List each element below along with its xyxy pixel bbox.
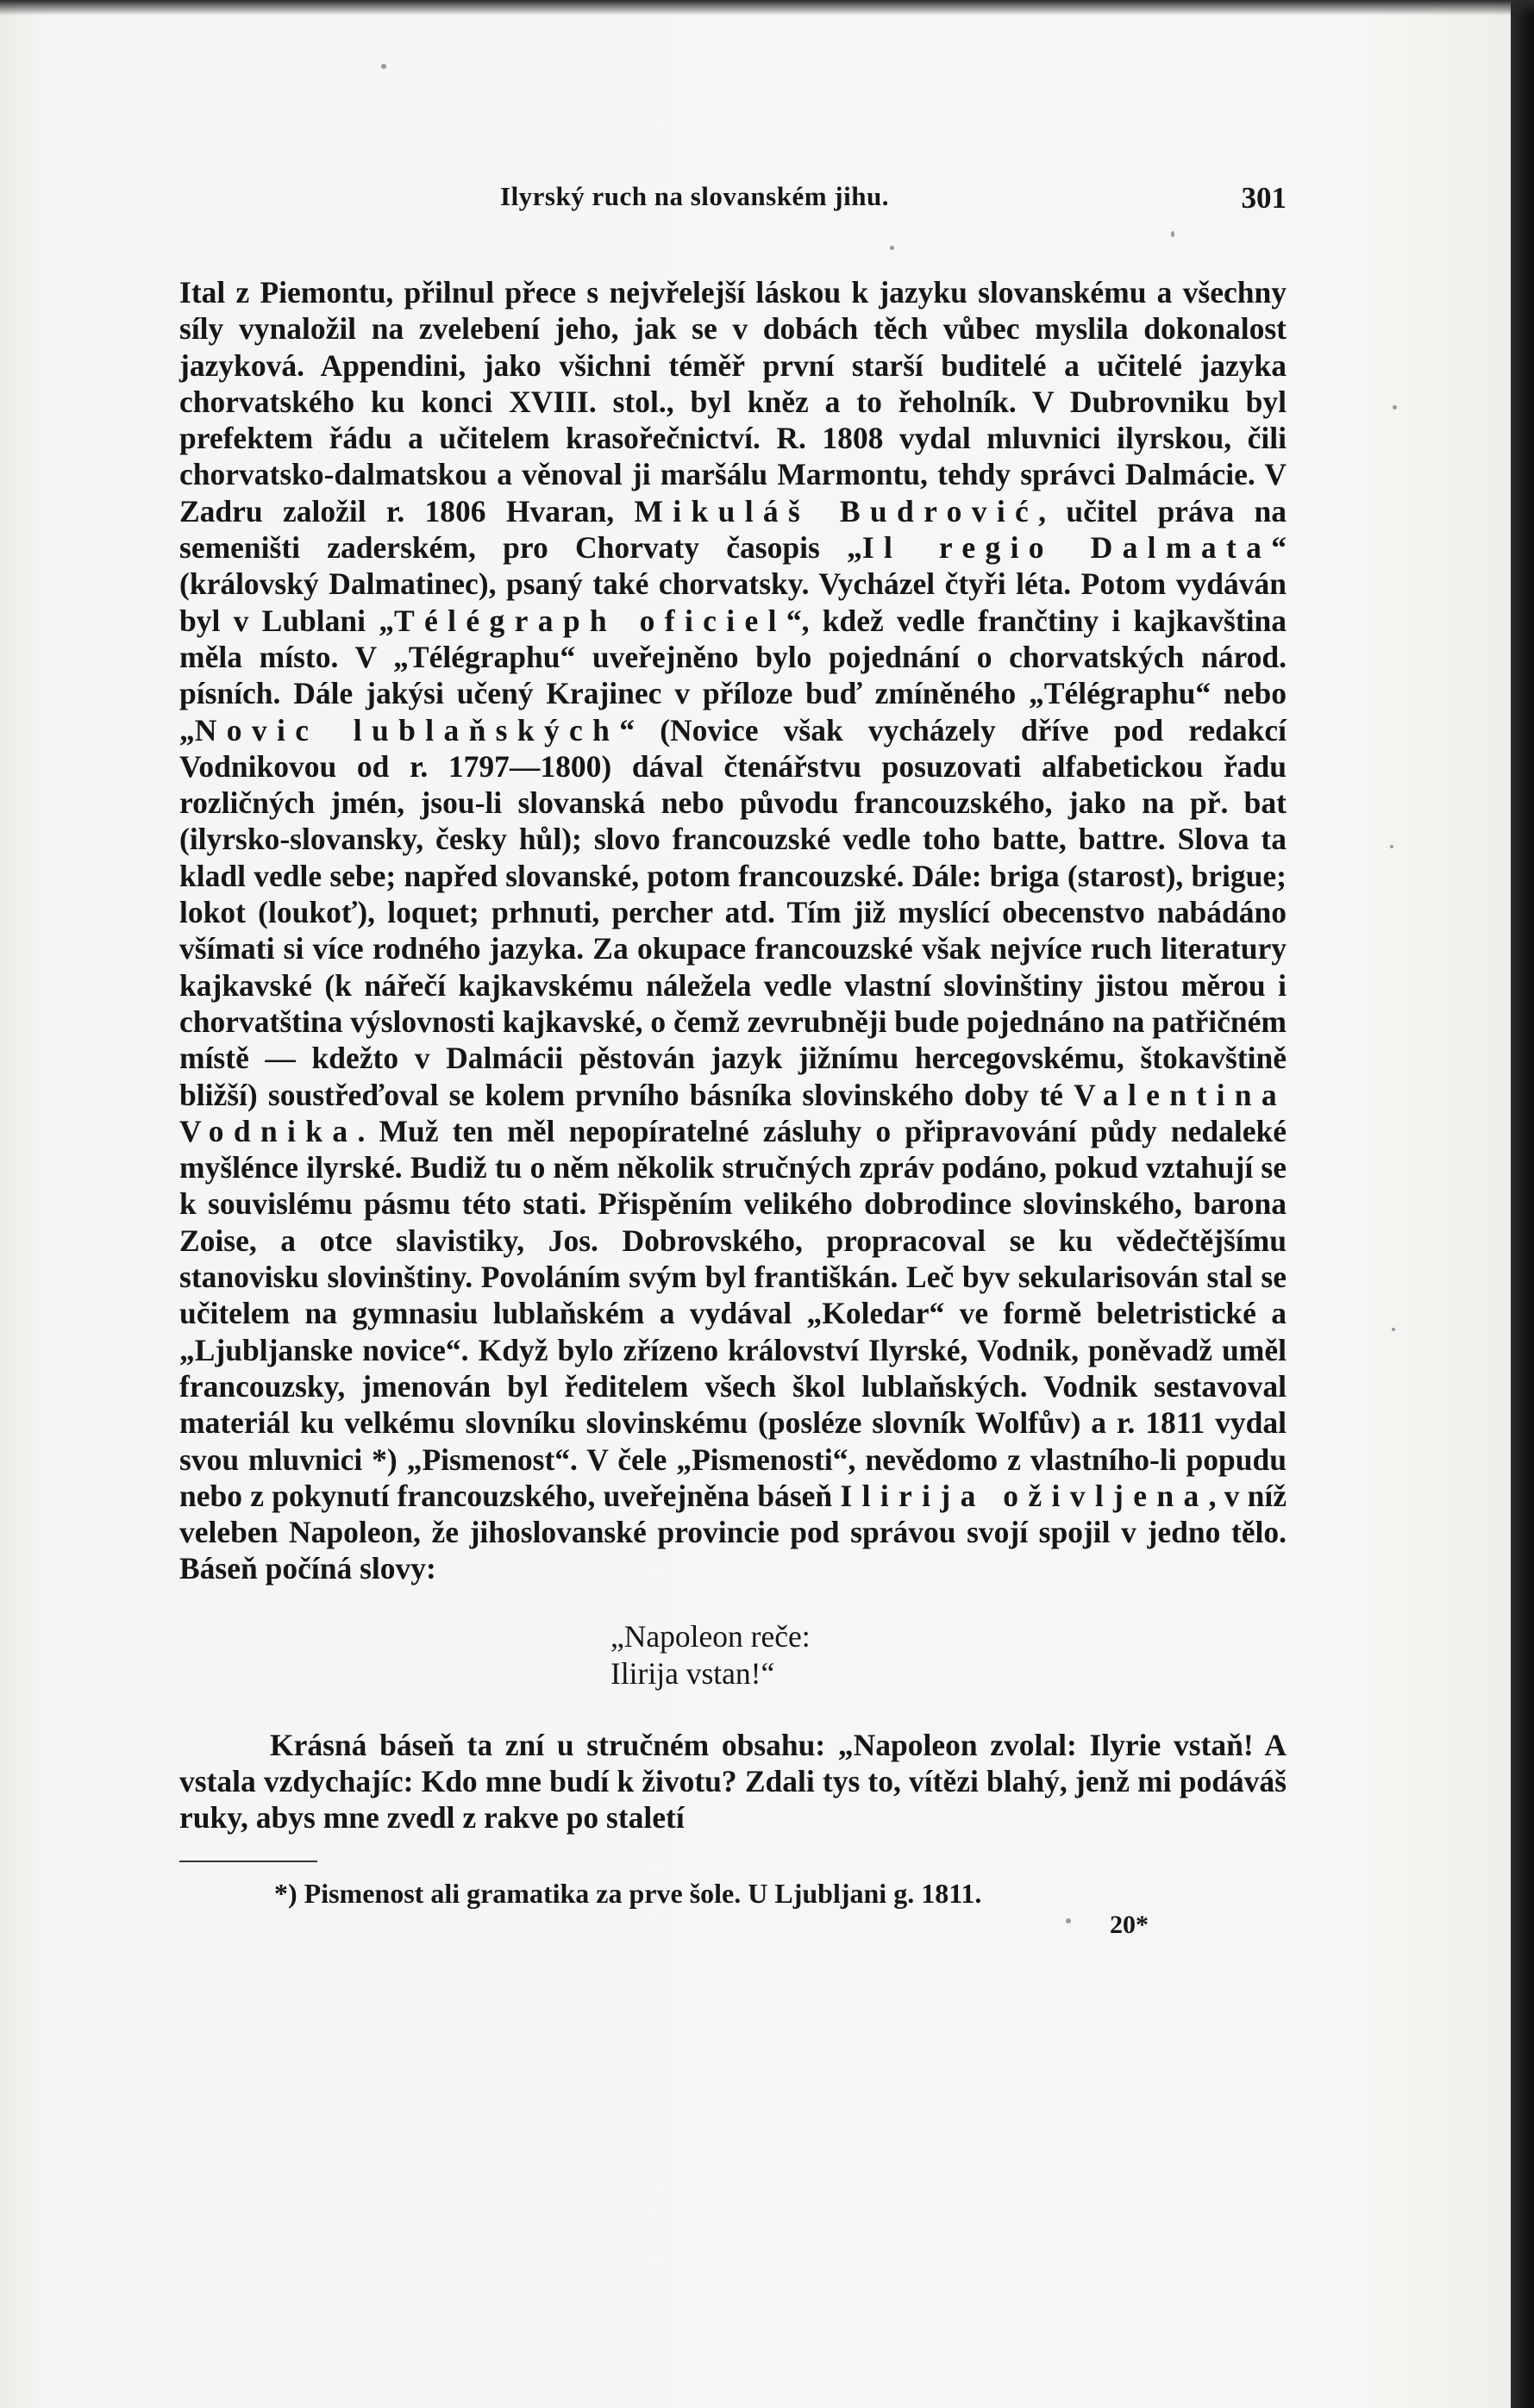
page-number: 301 bbox=[1241, 181, 1287, 215]
footnote-rule bbox=[179, 1861, 317, 1862]
spaced-title: Télégraph oficiel bbox=[394, 603, 786, 638]
verse-line: „Napoleon reče: bbox=[610, 1618, 811, 1654]
spaced-title: Ilirija oživljena bbox=[840, 1478, 1209, 1513]
running-title: Ilyrský ruch na slovanském jihu. bbox=[500, 181, 889, 211]
text-run: , učitel práva na semeništi zaderském, pro Chorvaty časopis „ bbox=[179, 493, 1287, 566]
text-run: . Muž ten měl nepopíratelné zásluhy o připravování půdy nedaleké myšlénce ilyrské. Budiž tu o něm několik stručných zpráv podáno, pokud vztahují se k souvislému pásmu této stati. Přispěním velikého dobrodince slovinského, barona Zoise, a otce slavistiky, Jos. Dobrovského, propracoval se ku vědečtějšímu stanovisku slovinštiny. Povoláním svým byl františkán. Leč byv sekularisován stal se učitelem na gymnasiu lublaňském a vydával „Koledar“ ve formě beletristické a „Ljubljanske novice“. Když bylo zřízeno království Ilyrské, Vodnik, poněvadž uměl francouzsky, jmenován byl ředitelem všech škol lublaňských. Vodnik sestavoval materiál ku velkému slovníku slovinskému (posléze slovník Wolfův) a r. 1811 vydal svou mluvnici *) „Pismenost“. V čele „Pismenosti“, nevědomo z vlastního-li popudu nebo z pokynutí francouzského, uveřejněna báseň bbox=[179, 1113, 1287, 1513]
scan-edge-right bbox=[1511, 0, 1534, 2408]
text-run: Ital z Piemontu, přilnul přece s nejvřelejší láskou k jazyku slovanskému a všechny síly vynaložil na zvelebení jeho, jak se v dobách těch vůbec myslila dokonalost jazyková. Appendini, jako všichni téměř první starší buditelé a učitelé jazyka chorvatského ku konci XVIII. stol., byl kněz a to řeholník. V Dubrovniku byl prefektem řádu a učitelem krasořečnictví. R. 1808 vydal mluvnici ilyrskou, čili chorvatsko-dalmatskou a věnoval ji maršálu Marmontu, tehdy správci Dalmácie. V Zadru založil r. 1806 Hvaran, bbox=[179, 275, 1287, 529]
text-run: “ (královský Dalmatinec), psaný také chorvatsky. Vycházel čtyři léta. Potom vydáván byl v Lublani „ bbox=[179, 530, 1287, 638]
spaced-title: Il regio Dalmata bbox=[861, 530, 1272, 566]
text-run: “, kdež vedle frančtiny i kajkavština měla místo. V „Télégraphu“ uveřejněno bylo pojednání o chorvatských národ. písních. Dále jakýsi učený Krajinec v příloze buď zmíněného „Télégraphu“ nebo „ bbox=[179, 603, 1287, 747]
spaced-name: Valentina Vodnika bbox=[179, 1077, 1287, 1148]
paragraph: Krásná báseň ta zní u stručném obsahu: „Napoleon zvolal: Ilyrie vstaň! A vstala vzdychajíc: Kdo mne budí k životu? Zdali tys to, vítězi blahý, jenž mi podáváš ruky, abys mne zvedl z rakve po staletí bbox=[179, 1727, 1287, 1836]
paper-speck bbox=[1390, 845, 1393, 848]
scan-edge-top bbox=[0, 0, 1534, 16]
paper-speck bbox=[381, 64, 386, 69]
paper-speck bbox=[1392, 1328, 1395, 1331]
signature-mark: 20* bbox=[1110, 1910, 1149, 1939]
text-run: , v níž veleben Napoleon, že jihoslovanské provincie pod správou svojí spojil v jedno tělo. Báseň počíná slovy: bbox=[179, 1478, 1287, 1586]
verse-line: Ilirija vstan!“ bbox=[610, 1655, 775, 1691]
main-text bbox=[179, 274, 1287, 1836]
spaced-title: Novic lublaňských bbox=[194, 712, 620, 747]
book-page bbox=[179, 181, 1287, 1940]
quoted-verse bbox=[610, 1618, 1287, 1692]
spaced-name: Mikuláš Budrović bbox=[634, 493, 1039, 529]
footnote: *) Pismenost ali gramatika za prve šole. U Ljubljani g. 1811. bbox=[274, 1877, 982, 1909]
text-run: “ (Novice však vycházely dříve pod redakcí Vodnikovou od r. 1797—1800) dával čtenářstvu posuzovati alfabetickou řadu rozličných jmén, jsou-li slovanská nebo původu francouzského, jako na př. bat (ilyrsko-slovansky, česky hůl); slovo francouzské vedle toho batte, battre. Slova ta kladl vedle sebe; napřed slovanské, potom francouzské. Dále: briga (starost), brigue; lokot (loukoť), loquet; prhnuti, percher atd. Tím již myslící obecenstvo nabádáno všímati si více rodného jazyka. Za okupace francouzské však nejvíce ruch literatury kajkavské (k nářečí kajkavskému náležela vedle vlastní slovinštiny jistou měrou i chorvatština výslovnosti kajkavské, o čemž zevrubněji bude pojednáno na patřičném místě — kdežto v Dalmácii pěstován jazyk jižnímu hercegovskému, štokavštině bližší) soustřeďoval se kolem prvního básníka slovinského doby té bbox=[179, 712, 1287, 1112]
paragraph bbox=[179, 274, 1287, 1587]
page-header bbox=[179, 181, 1287, 224]
paper-speck bbox=[1393, 405, 1397, 410]
